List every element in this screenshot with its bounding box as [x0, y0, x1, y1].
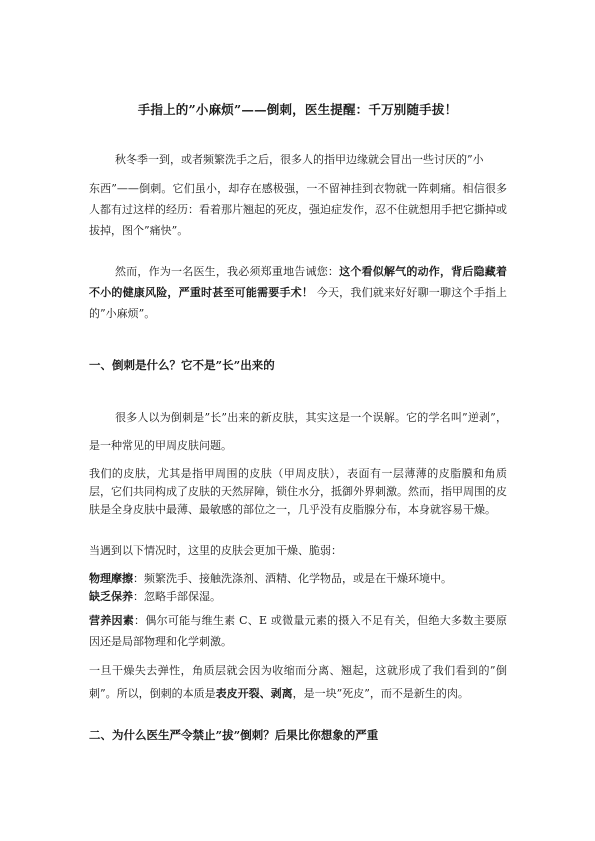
formation-intro: 一旦干燥失去弹性，角质层就会因为收缩而分离、翘起，这就形成了我们看到的”倒刺”。所以，倒刺的本质是 [89, 664, 507, 700]
paragraph-skin-structure: 我们的皮肤，尤其是指甲周围的皮肤（甲周皮肤），表面有一层薄薄的皮脂膜和角质层，它们共同构成了皮肤的天然屏障，锁住水分，抵御外界刺激。然而，指甲周围的皮肤是全身皮肤中最薄、最敏感的部位之一，几乎没有皮脂腺分布，本身就容易干燥。 [89, 467, 507, 516]
formation-emphasis: 表皮开裂、剥离 [215, 687, 293, 700]
warning-emphasis: 这个看似解气的动作，背后隐藏着不小的健康风险，严重时甚至可能需要手术！ [89, 265, 508, 299]
formation-outro: ，是一块”死皮”，而不是新生的肉。 [292, 687, 469, 700]
paragraph-conditions: 当遇到以下情况时，这里的皮肤会更加干燥、脆弱： [89, 544, 342, 557]
list-item-nutrition [89, 610, 507, 652]
list-label: 缺乏保养 [89, 590, 133, 603]
list-label: 营养因素 [89, 614, 135, 627]
article-title: 手指上的”小麻烦”——倒刺，医生提醒：千万别随手拔！ [137, 102, 458, 117]
list-label: 物理摩擦 [89, 572, 133, 585]
paragraph-formation [89, 659, 507, 705]
list-item-physical-friction [89, 570, 507, 588]
paragraph-intro: 东西”——倒刺。它们虽小，却存在感极强，一不留神挂到衣物就一阵刺痛。相信很多人都有过这样的经历：看着那片翘起的死皮，强迫症发作，忍不住就想用手把它撕掉或拔掉，图个”痛快”。 [89, 182, 507, 237]
list-text: ：忽略手部保湿。 [133, 590, 221, 603]
warning-outro: 今天，我们就来好好聊一聊这个手指上的”小麻烦”。 [89, 286, 508, 320]
section-heading-2: 二、为什么医生严令禁止”拔”倒刺？后果比你想象的严重 [89, 728, 379, 742]
list-text: ：偶尔可能与维生素 C、E 或微量元素的摄入不足有关，但绝大多数主要原因还是局部物理和化学刺激。 [89, 614, 508, 648]
list-text: ：频繁洗手、接触洗涤剂、酒精、化学物品，或是在干燥环境中。 [133, 572, 452, 585]
warning-intro: 然而，作为一名医生，我必须郑重地告诫您： [115, 265, 340, 278]
paragraph-intro-line1: 秋冬季一到，或者频繁洗手之后，很多人的指甲边缘就会冒出一些讨厌的”小 [115, 153, 484, 166]
paragraph-definition: 很多人以为倒刺是”长”出来的新皮肤，其实这是一个误解。它的学名叫”逆剥”，是一种常见的甲周皮肤问题。 [89, 411, 507, 452]
section-heading-1: 一、倒刺是什么？它不是”长”出来的 [89, 358, 275, 372]
paragraph-warning [89, 261, 507, 324]
list-item-lack-of-care [89, 588, 507, 606]
